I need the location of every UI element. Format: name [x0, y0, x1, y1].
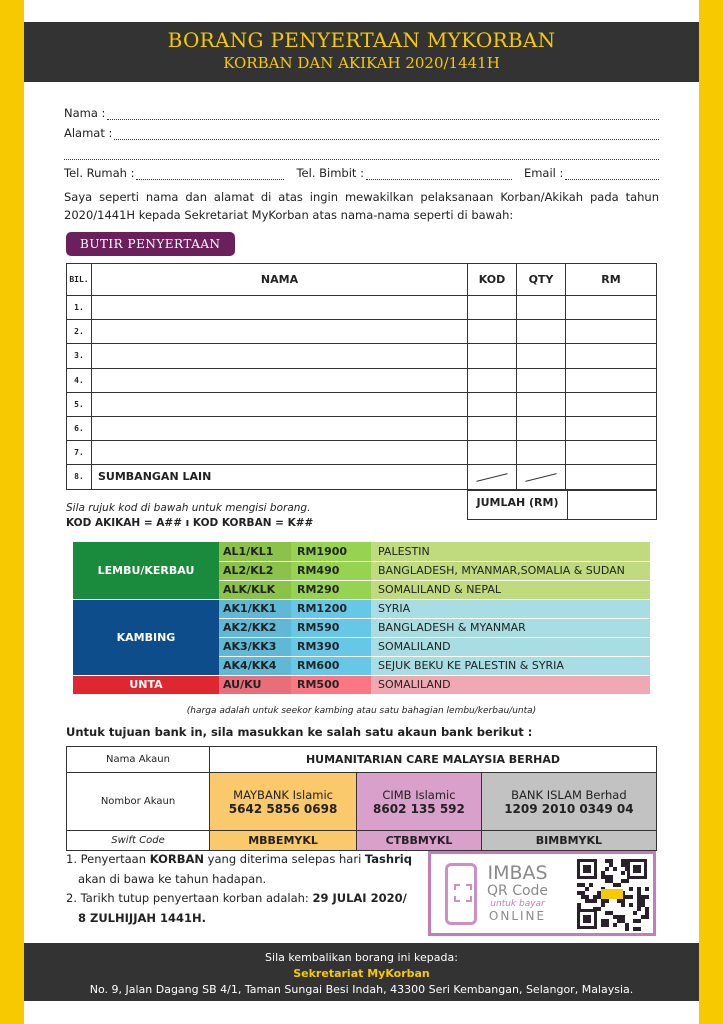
price-code: AL1/KL1 — [219, 542, 291, 561]
mobile-phone-label: Tel. Bimbit : — [296, 166, 364, 180]
bank-maybank: MAYBANK Islamic 5642 5856 0698 — [210, 773, 357, 831]
price-code: AU/KU — [219, 675, 291, 694]
bank-cimb: CIMB Islamic 8602 135 592 — [357, 773, 482, 831]
term-1: 1. Penyertaan KORBAN yang diterima selepas hari Tashriq — [66, 852, 412, 866]
qr-text: IMBAS QR Code untuk bayar ONLINE — [487, 862, 549, 923]
total-label: JUMLAH (RM) — [468, 491, 568, 519]
form-subtitle: KORBAN DAN AKIKAH 2020/1441H — [223, 54, 500, 72]
form-header — [24, 22, 699, 82]
rm-cell[interactable] — [566, 368, 657, 392]
rm-cell[interactable] — [566, 296, 657, 320]
name-cell[interactable] — [92, 320, 468, 344]
price-destination: BANGLADESH, MYANMAR,SOMALIA & SUDAN — [371, 561, 650, 580]
email-label: Email : — [523, 166, 564, 180]
bank-table — [66, 746, 657, 851]
entry-row[interactable] — [67, 344, 657, 368]
rm-cell[interactable] — [566, 416, 657, 440]
account-name-label: Nama Akaun — [67, 747, 210, 773]
form-sheet — [24, 0, 699, 1024]
col-nama: NAMA — [92, 264, 468, 296]
price-value: RM1200 — [291, 599, 371, 618]
other-donation-label: SUMBANGAN LAIN — [92, 465, 468, 489]
home-phone-label: Tel. Rumah : — [64, 166, 135, 180]
code-legend: KOD AKIKAH = A## ı KOD KORBAN = K## — [66, 517, 314, 529]
entry-row[interactable] — [67, 416, 657, 440]
row-number: 6. — [67, 416, 92, 440]
price-value: RM390 — [291, 637, 371, 656]
col-rm: RM — [566, 264, 657, 296]
price-destination: PALESTIN — [371, 542, 650, 561]
address-line[interactable] — [64, 120, 659, 140]
price-value: RM490 — [291, 561, 371, 580]
entry-row[interactable] — [67, 368, 657, 392]
kod-cell-disabled — [468, 465, 517, 489]
name-line[interactable] — [64, 100, 659, 120]
price-code: ALK/KLK — [219, 580, 291, 599]
phone-scan-icon — [445, 863, 477, 925]
footer — [24, 943, 699, 1001]
price-value: RM500 — [291, 675, 371, 694]
contact-line — [64, 160, 659, 180]
account-name: HUMANITARIAN CARE MALAYSIA BERHAD — [210, 747, 657, 773]
row-number: 7. — [67, 441, 92, 465]
row-number: 8. — [67, 465, 92, 489]
price-table — [73, 542, 650, 695]
address-line-2[interactable] — [64, 140, 659, 160]
footer-org: Sekretariat MyKorban — [293, 967, 430, 980]
address-field-2[interactable] — [64, 149, 659, 160]
animal-group: LEMBU/KERBAU — [73, 542, 219, 599]
statement-text: Saya seperti nama dan alamat di atas ingin mewakilkan pelaksanaan Korban/Akikah pada tahun 2020/1441H kepada Sekretariat MyKorban atas nama-nama seperti di bawah: — [64, 190, 659, 222]
row-number: 1. — [67, 296, 92, 320]
qty-cell[interactable] — [517, 416, 566, 440]
price-destination: SEJUK BEKU KE PALESTIN & SYRIA — [371, 656, 650, 675]
entry-row[interactable] — [67, 441, 657, 465]
row-number: 4. — [67, 368, 92, 392]
swift-bankislam: BIMBMYKL — [481, 831, 656, 851]
qr-code-icon[interactable] — [575, 857, 649, 931]
price-row — [73, 542, 650, 561]
qr-box[interactable] — [428, 851, 656, 936]
qty-cell[interactable] — [517, 320, 566, 344]
qty-cell[interactable] — [517, 392, 566, 416]
code-hint: Sila rujuk kod di bawah untuk mengisi borang. — [66, 502, 311, 514]
price-value: RM290 — [291, 580, 371, 599]
account-no-label: Nombor Akaun — [67, 773, 210, 831]
qty-cell[interactable] — [517, 344, 566, 368]
kod-cell[interactable] — [468, 392, 517, 416]
name-cell[interactable] — [92, 344, 468, 368]
name-cell[interactable] — [92, 441, 468, 465]
rm-cell[interactable] — [566, 441, 657, 465]
qty-cell[interactable] — [517, 296, 566, 320]
price-row — [73, 599, 650, 618]
kod-cell[interactable] — [468, 368, 517, 392]
rm-cell[interactable] — [566, 392, 657, 416]
entry-row[interactable] — [67, 392, 657, 416]
name-label: Nama : — [64, 106, 106, 120]
price-value: RM1900 — [291, 542, 371, 561]
rm-cell[interactable] — [566, 344, 657, 368]
mobile-phone-field[interactable] — [366, 169, 512, 180]
row-number: 5. — [67, 392, 92, 416]
price-destination: BANGLADESH & MYANMAR — [371, 618, 650, 637]
entry-row[interactable] — [67, 320, 657, 344]
form-title: BORANG PENYERTAAN MYKORBAN — [167, 28, 556, 52]
section-label: BUTIR PENYERTAAN — [66, 232, 235, 256]
qty-cell[interactable] — [517, 441, 566, 465]
term-2-cont: 8 ZULHIJJAH 1441H. — [78, 910, 206, 925]
kod-cell[interactable] — [468, 441, 517, 465]
swift-maybank: MBBEMYKL — [210, 831, 357, 851]
total-box — [467, 490, 657, 520]
total-field[interactable] — [568, 491, 656, 519]
bank-bankislam: BANK ISLAM Berhad 1209 2010 0349 04 — [481, 773, 656, 831]
price-destination: SOMALILAND — [371, 675, 650, 694]
price-code: AK3/KK3 — [219, 637, 291, 656]
bank-heading: Untuk tujuan bank in, sila masukkan ke salah satu akaun bank berikut : — [66, 725, 533, 739]
animal-group: KAMBING — [73, 599, 219, 675]
name-cell[interactable] — [92, 416, 468, 440]
price-code: AK2/KK2 — [219, 618, 291, 637]
address-label: Alamat : — [64, 126, 113, 140]
kod-cell[interactable] — [468, 344, 517, 368]
name-field[interactable] — [107, 109, 659, 120]
home-phone-field[interactable] — [136, 169, 284, 180]
terms-list — [66, 850, 412, 928]
qty-cell-disabled — [517, 465, 566, 489]
address-field[interactable] — [114, 129, 659, 140]
email-field[interactable] — [565, 169, 659, 180]
name-cell[interactable] — [92, 392, 468, 416]
entry-row[interactable] — [67, 296, 657, 320]
price-code: AK1/KK1 — [219, 599, 291, 618]
footer-line1: Sila kembalikan borang ini kepada: — [265, 951, 458, 964]
swift-cimb: CTBBMYKL — [357, 831, 482, 851]
price-value: RM600 — [291, 656, 371, 675]
row-number: 3. — [67, 344, 92, 368]
term-2: 2. Tarikh tutup penyertaan korban adalah: 29 JULAI 2020/ — [66, 891, 407, 905]
footer-address: No. 9, Jalan Dagang SB 4/1, Taman Sungai Besi Indah, 43300 Seri Kembangan, Selangor, Malaysia. — [89, 983, 634, 996]
animal-group: UNTA — [73, 675, 219, 694]
price-code: AK4/KK4 — [219, 656, 291, 675]
qty-cell[interactable] — [517, 368, 566, 392]
name-cell[interactable] — [92, 368, 468, 392]
price-destination: SYRIA — [371, 599, 650, 618]
row-number: 2. — [67, 320, 92, 344]
col-bil: BIL. — [67, 264, 92, 296]
entry-row-other[interactable] — [67, 465, 657, 489]
price-value: RM590 — [291, 618, 371, 637]
swift-label: Swift Code — [67, 831, 210, 851]
kod-cell[interactable] — [468, 296, 517, 320]
price-code: AL2/KL2 — [219, 561, 291, 580]
kod-cell[interactable] — [468, 416, 517, 440]
price-note: (harga adalah untuk seekor kambing atau satu bahagian lembu/kerbau/unta) — [186, 706, 537, 716]
entry-table — [66, 263, 657, 490]
col-kod: KOD — [468, 264, 517, 296]
personal-details — [64, 100, 659, 224]
price-row — [73, 675, 650, 694]
term-1-cont: akan di bawa ke tahun hadapan. — [78, 871, 267, 886]
price-destination: SOMALILAND & NEPAL — [371, 580, 650, 599]
rm-cell[interactable] — [566, 465, 657, 489]
kod-cell[interactable] — [468, 320, 517, 344]
price-destination: SOMALILAND — [371, 637, 650, 656]
col-qty: QTY — [517, 264, 566, 296]
name-cell[interactable] — [92, 296, 468, 320]
rm-cell[interactable] — [566, 320, 657, 344]
